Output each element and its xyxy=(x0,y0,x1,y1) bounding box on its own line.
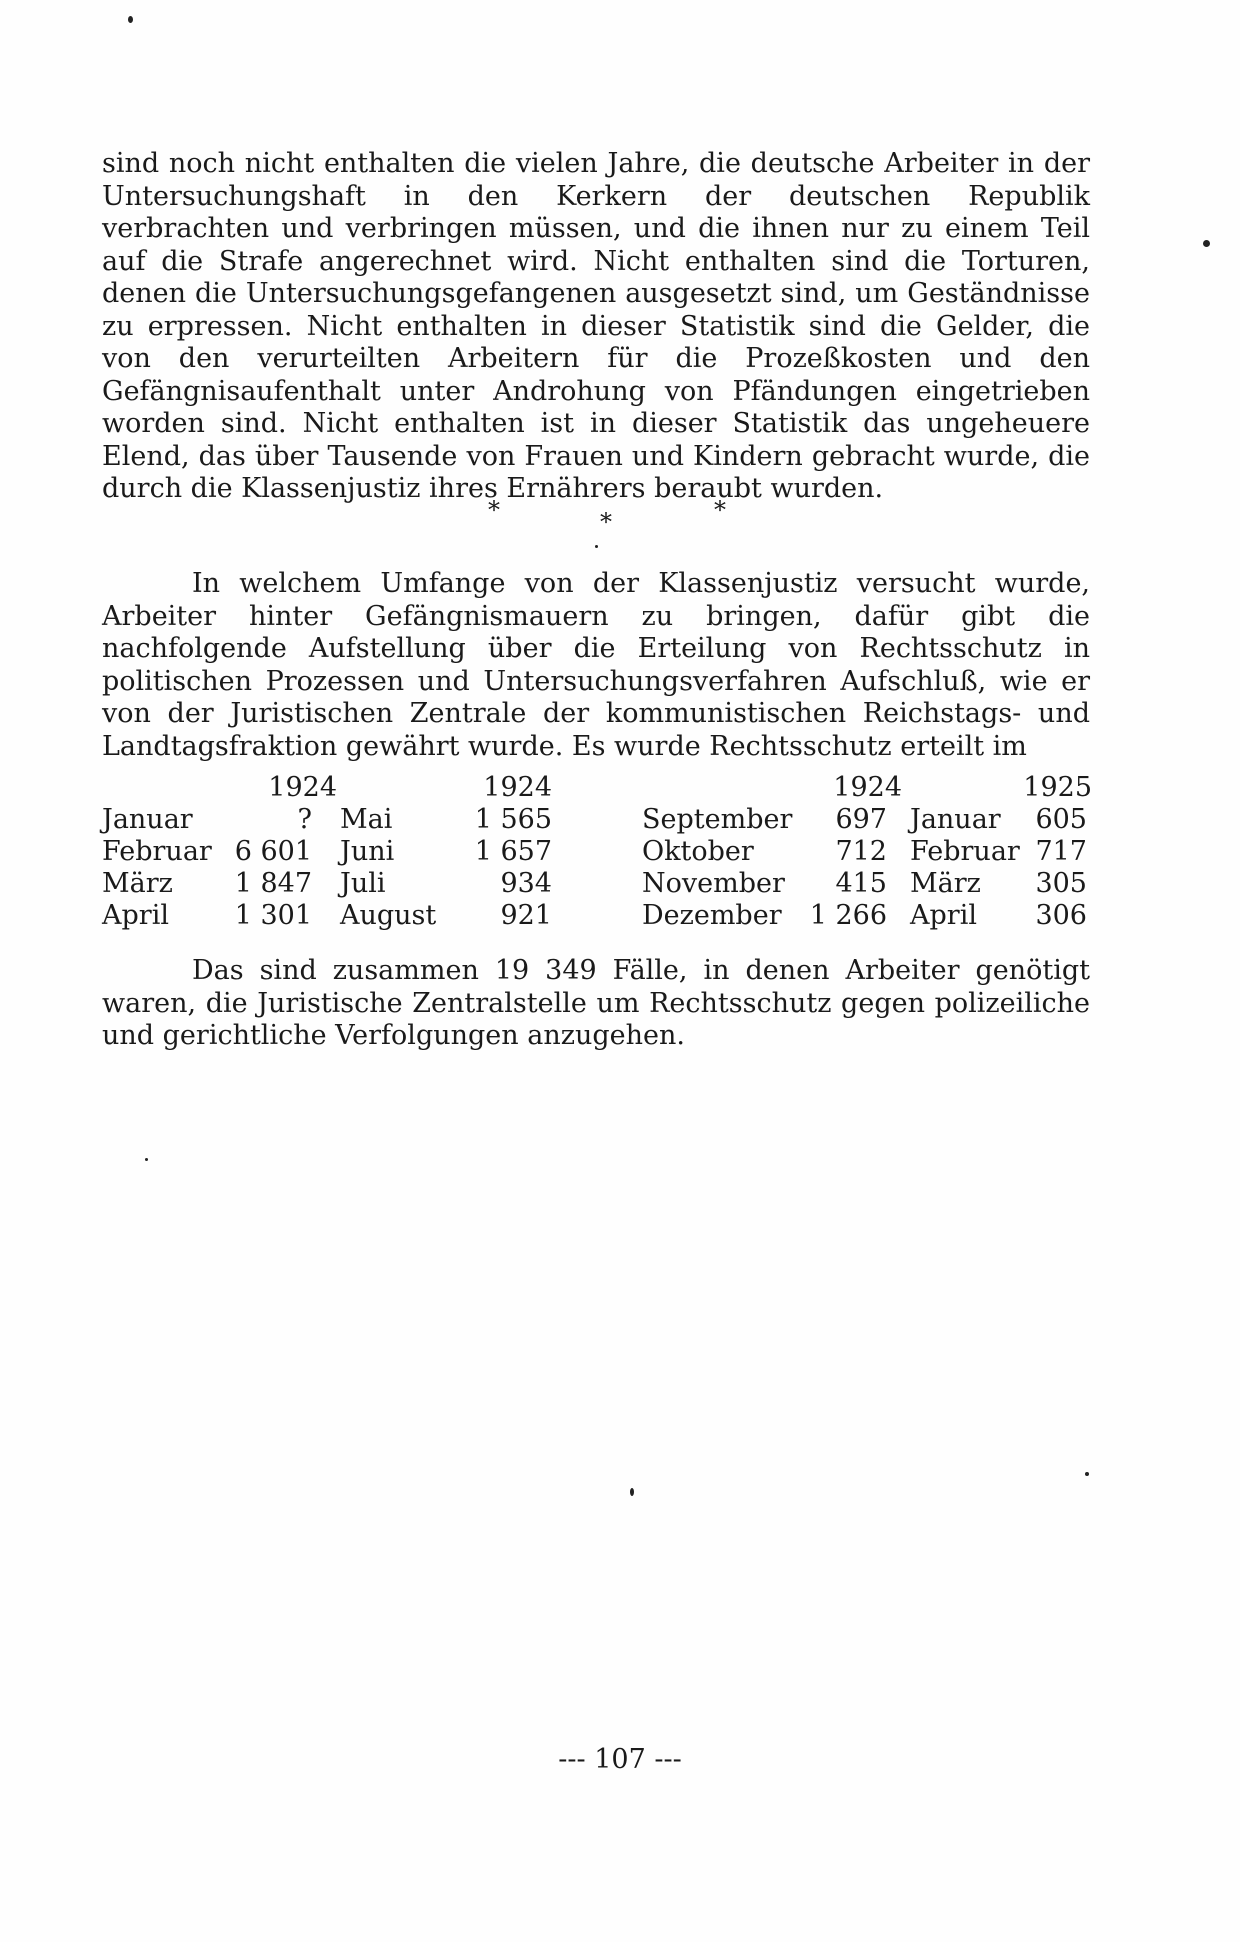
case-count: 921 xyxy=(500,900,552,931)
section-separator xyxy=(0,496,1240,536)
separator-star: * xyxy=(600,508,612,536)
case-count: 934 xyxy=(500,868,552,899)
case-count: ? xyxy=(297,804,312,835)
case-count: 717 xyxy=(1035,836,1087,867)
month-label: Februar xyxy=(910,836,1020,867)
table-row xyxy=(102,804,1092,836)
scan-speck xyxy=(1085,1472,1089,1476)
paragraph-2: In welchem Umfange von der Klassenjustiz versucht wurde, Arbeiter hinter Gefängnismauern zu bringen, dafür gibt die nachfolgende Aufstellung über die Erteilung von Rechtsschutz in politischen Prozessen und Untersuchungsverfahren Aufschluß, wie er von der Juristischen Zentrale der kommunistischen Reichstags- und Landtagsfraktion gewährt wurde. Es wurde Rechtsschutz erteilt im xyxy=(102,568,1090,762)
month-label: September xyxy=(642,804,793,835)
page-number: --- 107 --- xyxy=(558,1744,682,1775)
month-label: März xyxy=(102,868,173,899)
case-count: 306 xyxy=(1035,900,1087,931)
month-label: April xyxy=(102,900,169,931)
table-row xyxy=(102,868,1092,900)
case-count: 1 847 xyxy=(234,868,312,899)
case-count: 1 565 xyxy=(474,804,552,835)
case-count: 605 xyxy=(1035,804,1087,835)
month-label: Juli xyxy=(340,868,386,899)
month-label: November xyxy=(642,868,785,899)
month-label: März xyxy=(910,868,981,899)
month-label: Januar xyxy=(102,804,193,835)
year-header: 1924 xyxy=(483,772,552,803)
table-row xyxy=(102,900,1092,932)
paragraph-1: sind noch nicht enthalten die vielen Jahre, die deutsche Arbeiter in der Untersuchungshaft in den Kerkern der deutschen Republik verbrachten und verbringen müssen, und die ihnen nur zu einem Teil auf die Strafe angerechnet wird. Nicht enthalten sind die Torturen, denen die Untersuchungsgefangenen ausgesetzt sind, um Geständnisse zu erpressen. Nicht enthalten in dieser Statistik sind die Gelder, die von den verurteilten Arbeitern für die Prozeßkosten und den Gefängnisaufenthalt unter Androhung von Pfändungen eingetrieben worden sind. Nicht enthalten ist in dieser Statistik das ungeheuere Elend, das über Tausende von Frauen und Kindern gebracht wurde, die durch die Klassenjustiz ihres Ernährers beraubt wurden. xyxy=(102,148,1090,504)
month-label: Oktober xyxy=(642,836,754,867)
scan-speck xyxy=(630,1488,634,1496)
month-label: Februar xyxy=(102,836,212,867)
case-count: 712 xyxy=(835,836,887,867)
case-count: 415 xyxy=(835,868,887,899)
month-label: April xyxy=(910,900,977,931)
year-header: 1924 xyxy=(833,772,902,803)
scan-speck xyxy=(128,16,133,23)
case-count: 1 657 xyxy=(474,836,552,867)
paragraph-3: Das sind zusammen 19 349 Fälle, in denen Arbeiter genötigt waren, die Juristische Zentralstelle um Rechtsschutz gegen polizeiliche und gerichtliche Verfolgungen anzugehen. xyxy=(102,955,1090,1051)
year-header: 1925 xyxy=(1023,772,1092,803)
scan-speck xyxy=(1203,240,1210,247)
case-count: 1 266 xyxy=(809,900,887,931)
separator-star: * xyxy=(714,496,726,524)
month-label: August xyxy=(340,900,437,931)
separator-star: * xyxy=(488,496,500,524)
month-label: Dezember xyxy=(642,900,782,931)
year-header-row xyxy=(102,772,1092,804)
month-label: Mai xyxy=(340,804,393,835)
legal-aid-statistics-table xyxy=(102,772,1092,932)
month-label: Januar xyxy=(910,804,1001,835)
case-count: 1 301 xyxy=(234,900,312,931)
year-header: 1924 xyxy=(268,772,337,803)
case-count: 6 601 xyxy=(234,836,312,867)
case-count: 305 xyxy=(1035,868,1087,899)
scan-speck xyxy=(145,1158,148,1161)
case-count: 697 xyxy=(835,804,887,835)
scan-speck xyxy=(595,545,598,548)
table-row xyxy=(102,836,1092,868)
month-label: Juni xyxy=(340,836,395,867)
